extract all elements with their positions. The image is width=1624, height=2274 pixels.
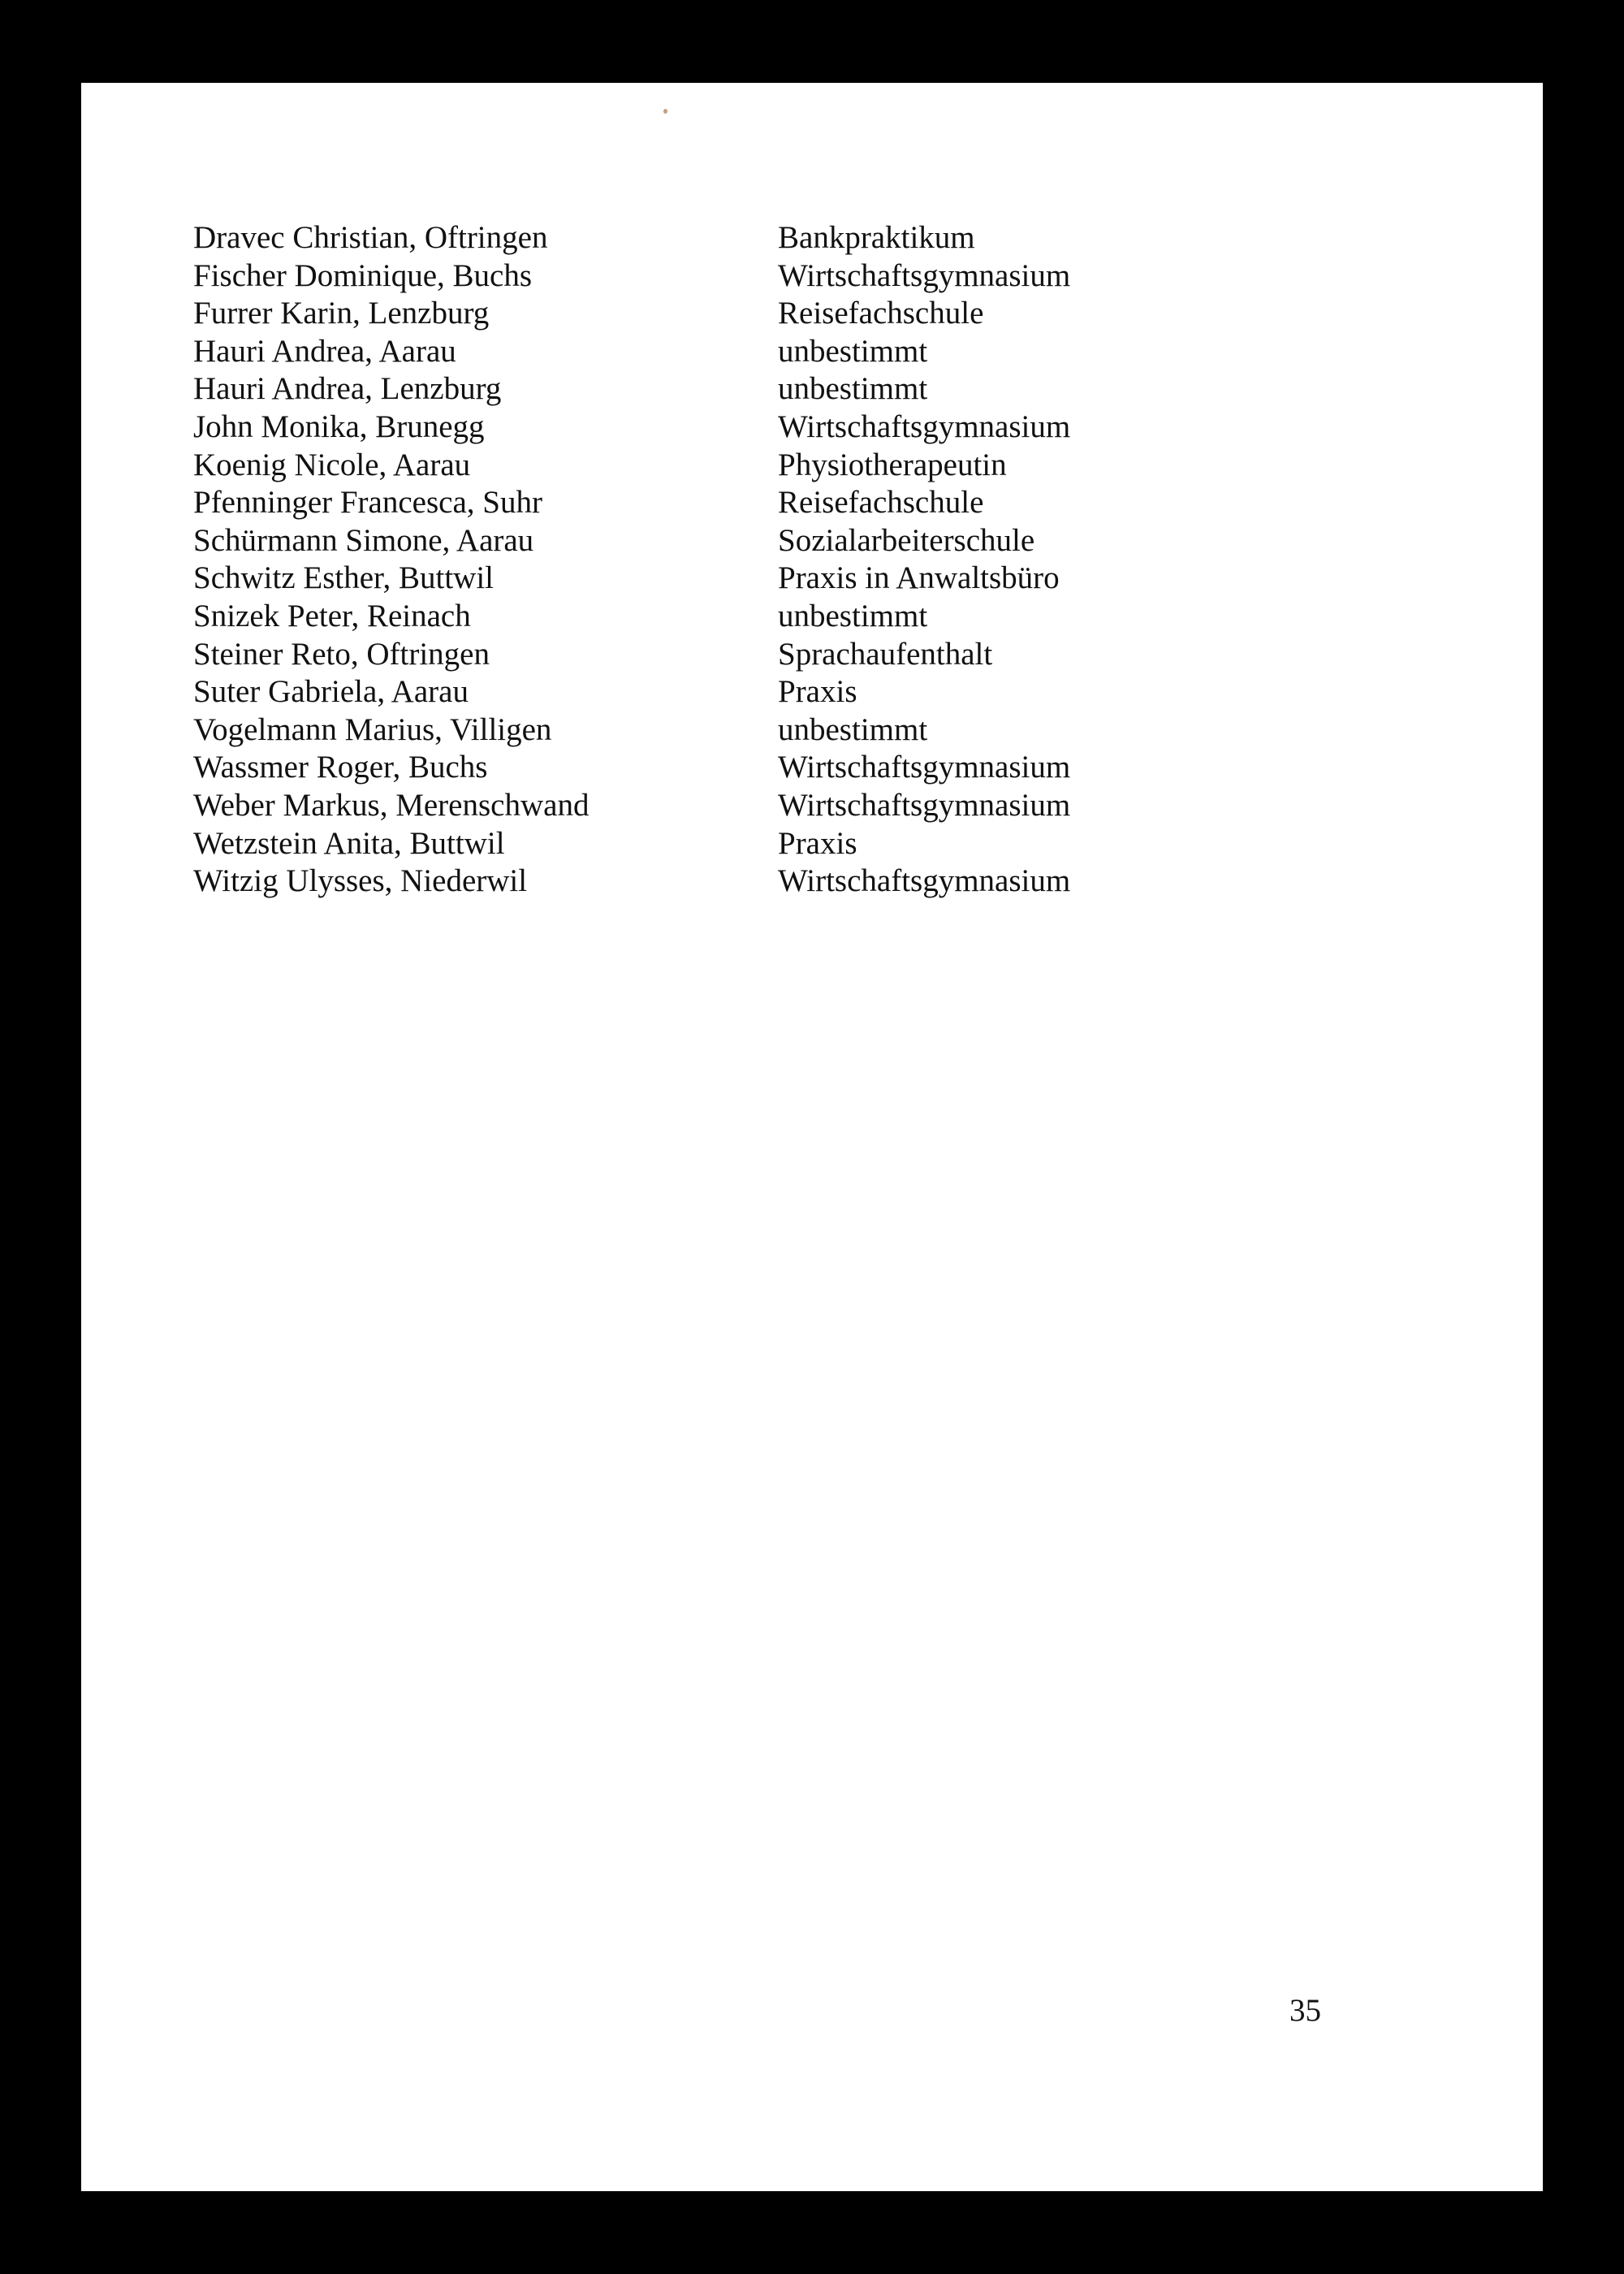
student-name: Dravec Christian, Oftringen bbox=[193, 220, 548, 255]
student-name: Fischer Dominique, Buchs bbox=[193, 257, 533, 293]
student-name: Pfenninger Francesca, Suhr bbox=[193, 485, 542, 521]
student-name: Hauri Andrea, Aarau bbox=[193, 333, 456, 369]
student-destination: Praxis in Anwaltsbüro bbox=[778, 560, 1060, 596]
student-name: Koenig Nicole, Aarau bbox=[193, 447, 471, 482]
student-destination: Reisefachschule bbox=[778, 485, 984, 521]
list-item bbox=[193, 295, 1330, 333]
list-item bbox=[193, 333, 1330, 371]
student-destination: unbestimmt bbox=[778, 598, 928, 633]
list-item bbox=[193, 636, 1330, 674]
student-destination: unbestimmt bbox=[778, 711, 928, 747]
page-number: 35 bbox=[1289, 1993, 1321, 2028]
student-destination: Wirtschaftsgymnasium bbox=[778, 409, 1071, 444]
list-item bbox=[193, 447, 1330, 485]
student-destination: Physiotherapeutin bbox=[778, 447, 1007, 482]
student-destination: Praxis bbox=[778, 825, 857, 861]
student-destination: Wirtschaftsgymnasium bbox=[778, 750, 1071, 785]
list-item bbox=[193, 862, 1330, 901]
student-destination: unbestimmt bbox=[778, 371, 928, 407]
list-item bbox=[193, 409, 1330, 447]
list-item bbox=[193, 522, 1330, 560]
student-name: Wetzstein Anita, Buttwil bbox=[193, 825, 505, 861]
list-item bbox=[193, 825, 1330, 863]
document-page bbox=[81, 83, 1543, 2191]
list-item bbox=[193, 484, 1330, 522]
list-item bbox=[193, 787, 1330, 825]
student-name: Suter Gabriela, Aarau bbox=[193, 674, 469, 710]
student-destination: Wirtschaftsgymnasium bbox=[778, 863, 1071, 899]
paper-speck bbox=[663, 109, 667, 114]
student-name: Vogelmann Marius, Villigen bbox=[193, 711, 552, 747]
list-item bbox=[193, 370, 1330, 409]
student-destination: Sozialarbeiterschule bbox=[778, 522, 1035, 558]
student-name: John Monika, Brunegg bbox=[193, 409, 485, 444]
student-name: Witzig Ulysses, Niederwil bbox=[193, 863, 528, 899]
student-name: Furrer Karin, Lenzburg bbox=[193, 296, 490, 331]
student-destination: Wirtschaftsgymnasium bbox=[778, 257, 1071, 293]
list-item bbox=[193, 749, 1330, 787]
student-name: Snizek Peter, Reinach bbox=[193, 598, 471, 633]
student-destination: unbestimmt bbox=[778, 333, 928, 369]
student-name: Weber Markus, Merenschwand bbox=[193, 787, 590, 823]
student-name: Schürmann Simone, Aarau bbox=[193, 522, 534, 558]
list-item bbox=[193, 711, 1330, 750]
list-item bbox=[193, 673, 1330, 711]
list-item bbox=[193, 560, 1330, 598]
list-item bbox=[193, 257, 1330, 296]
student-list bbox=[193, 219, 1330, 901]
student-destination: Sprachaufenthalt bbox=[778, 636, 993, 672]
student-name: Hauri Andrea, Lenzburg bbox=[193, 371, 502, 407]
student-name: Wassmer Roger, Buchs bbox=[193, 750, 488, 785]
list-item bbox=[193, 219, 1330, 257]
student-name: Steiner Reto, Oftringen bbox=[193, 636, 490, 672]
student-destination: Praxis bbox=[778, 674, 857, 710]
student-destination: Wirtschaftsgymnasium bbox=[778, 787, 1071, 823]
student-name: Schwitz Esther, Buttwil bbox=[193, 560, 494, 596]
list-item bbox=[193, 598, 1330, 636]
student-destination: Reisefachschule bbox=[778, 296, 984, 331]
student-destination: Bankpraktikum bbox=[778, 220, 975, 255]
